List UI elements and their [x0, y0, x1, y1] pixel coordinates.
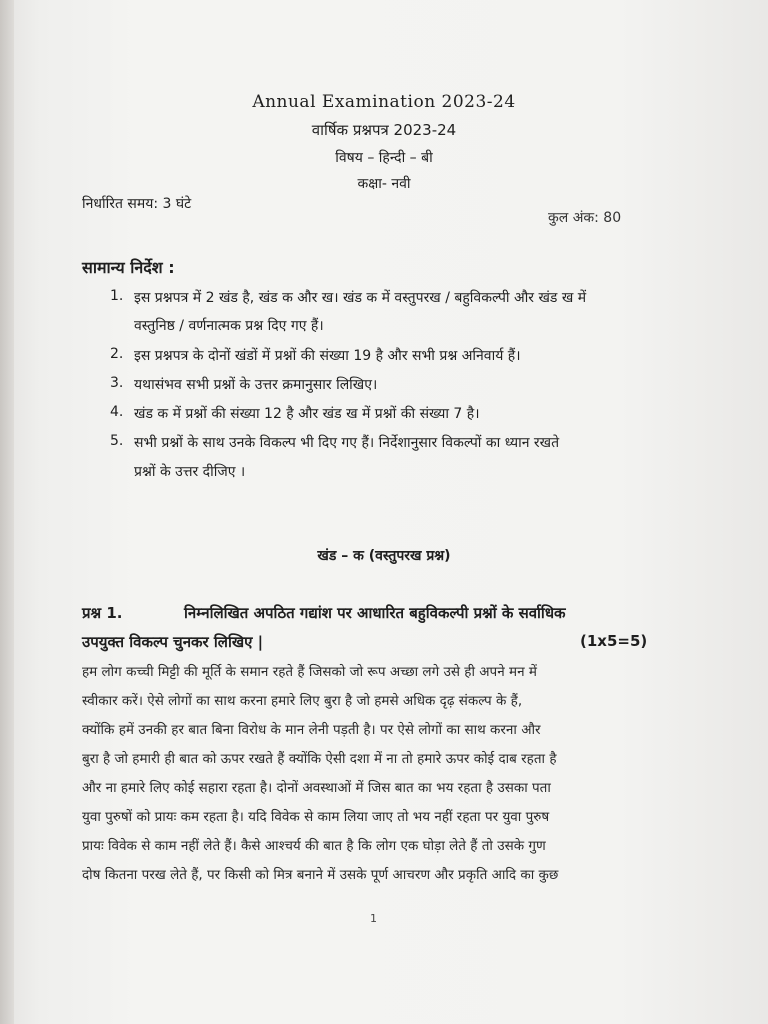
section-title: खंड – क (वस्तुपरख प्रश्न)	[317, 548, 451, 564]
instruction-text: सभी प्रश्नों के साथ उनके विकल्प भी दिए गए हैं। निर्देशानुसार विकल्पों का ध्यान रखते	[134, 435, 560, 451]
exam-title-hindi: वार्षिक प्रश्नपत्र 2023-24	[311, 121, 457, 139]
passage-line: हम लोग कच्ची मिट्टी की मूर्ति के समान रहते हैं जिसको जो रूप अच्छा लगे उसे ही अपने मन में	[82, 664, 537, 680]
instruction-number: 2.	[110, 346, 124, 362]
passage-line: प्रायः विवेक से काम नहीं लेते हैं। कैसे आश्चर्य की बात है कि लोग एक घोड़ा लेते हैं तो उसके गुण	[82, 838, 546, 854]
instruction-number: 4.	[110, 404, 124, 420]
instruction-text-continued: वस्तुनिष्ठ / वर्णनात्मक प्रश्न दिए गए हैं।	[134, 318, 324, 334]
passage-line: बुरा है जो हमारी ही बात को ऊपर रखते हैं क्योंकि ऐसी दशा में ना तो हमारे ऊपर कोई दाब रहता है	[82, 751, 557, 767]
instruction-number: 5.	[110, 433, 124, 449]
instruction-number: 3.	[110, 375, 124, 391]
question-number: प्रश्न 1.	[82, 604, 123, 622]
time-allowed: निर्धारित समय: 3 घंटे	[82, 196, 192, 212]
passage-line: स्वीकार करें। ऐसे लोगों का साथ करना हमारे लिए बुरा है जो हमसे अधिक दृढ़ संकल्प के हैं,	[82, 693, 523, 709]
page-number: 1	[370, 912, 377, 925]
instruction-text: यथासंभव सभी प्रश्नों के उत्तर क्रमानुसार लिखिए।	[134, 377, 378, 393]
subject-line: विषय – हिन्दी – बी	[335, 150, 433, 166]
passage-line: और ना हमारे लिए कोई सहारा रहता है। दोनों अवस्थाओं में जिस बात का भय रहता है उसका पता	[82, 780, 551, 796]
instruction-text: इस प्रश्नपत्र में 2 खंड है, खंड क और ख। खंड क में वस्तुपरख / बहुविकल्पी और खंड ख में	[134, 290, 587, 306]
passage-line: क्योंकि हमें उनकी हर बात बिना विरोध के मान लेनी पड़ती है। पर ऐसे लोगों का साथ करना और	[82, 722, 541, 738]
class-line: कक्षा- नवी	[357, 176, 411, 192]
question-marks: (1x5=5)	[580, 632, 648, 650]
total-marks: कुल अंक: 80	[548, 210, 622, 226]
question-text: निम्नलिखित अपठित गद्यांश पर आधारित बहुविकल्पी प्रश्नों के सर्वाधिक	[184, 604, 566, 622]
instruction-number: 1.	[110, 288, 124, 304]
instructions-heading: सामान्य निर्देश :	[82, 258, 175, 277]
instruction-text-continued: प्रश्नों के उत्तर दीजिए ।	[134, 464, 246, 480]
passage-line: युवा पुरुषों को प्रायः कम रहता है। यदि विवेक से काम लिया जाए तो भय नहीं रहता पर युवा पुरुष	[82, 809, 550, 825]
instruction-text: इस प्रश्नपत्र के दोनों खंडों में प्रश्नों की संख्या 19 है और सभी प्रश्न अनिवार्य हैं।	[134, 348, 521, 364]
question-text-continued: उपयुक्त विकल्प चुनकर लिखिए |	[82, 633, 264, 651]
instruction-text: खंड क में प्रश्नों की संख्या 12 है और खंड ख में प्रश्नों की संख्या 7 है।	[134, 406, 480, 422]
exam-title-english: Annual Examination 2023-24	[252, 92, 516, 112]
passage-line: दोष कितना परख लेते हैं, पर किसी को मित्र बनाने में उसके पूर्ण आचरण और प्रकृति आदि का कुछ	[82, 867, 559, 883]
